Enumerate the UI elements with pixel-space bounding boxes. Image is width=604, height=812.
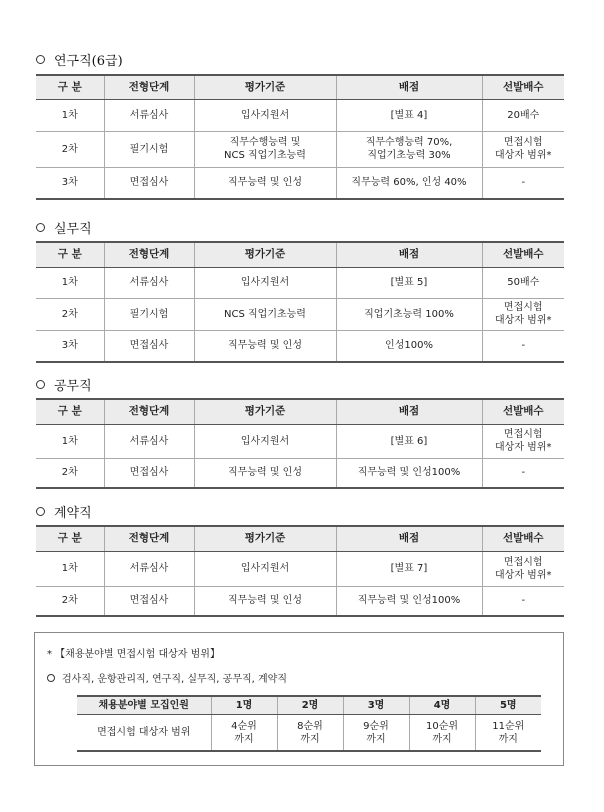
section-title-public bbox=[36, 375, 92, 394]
table-cell: [별표 6] bbox=[336, 424, 482, 458]
selection-table-research bbox=[36, 74, 564, 200]
table-cell: 직무능력 60%, 인성 40% bbox=[336, 167, 482, 199]
circle-bullet-icon bbox=[36, 55, 45, 64]
table-cell: 입사지원서 bbox=[194, 267, 336, 298]
table-cell: - bbox=[482, 458, 564, 488]
header-cell: 배점 bbox=[336, 526, 482, 551]
table-cell: - bbox=[482, 330, 564, 362]
header-cell: 전형단계 bbox=[104, 526, 194, 551]
section-title-text: 연구직(6급) bbox=[54, 54, 123, 69]
table-header-row bbox=[36, 242, 564, 267]
table-row bbox=[36, 298, 564, 330]
table-cell: 면접시험 대상자 범위* bbox=[482, 424, 564, 458]
header-cell: 채용분야별 모집인원 bbox=[77, 696, 211, 715]
table-cell: 8순위 까지 bbox=[277, 715, 343, 752]
table-row bbox=[36, 267, 564, 298]
table-cell: 면접시험 대상자 범위* bbox=[482, 551, 564, 586]
table-cell: 직무능력 및 인성100% bbox=[336, 586, 482, 616]
table-cell: 면접시험 대상자 범위 bbox=[77, 715, 211, 752]
table-row bbox=[36, 551, 564, 586]
table-cell: 직무수행능력 및 NCS 직업기초능력 bbox=[194, 131, 336, 167]
selection-table-contract bbox=[36, 525, 564, 617]
table-cell: 면접심사 bbox=[104, 586, 194, 616]
selection-table-practical bbox=[36, 241, 564, 363]
table-cell: - bbox=[482, 586, 564, 616]
interview-range-table bbox=[77, 695, 541, 752]
table-cell: [별표 7] bbox=[336, 551, 482, 586]
table-cell: 9순위 까지 bbox=[343, 715, 409, 752]
section-title-research bbox=[36, 50, 123, 69]
header-cell: 3명 bbox=[343, 696, 409, 715]
note-subheading-text: 검사직, 운항관리직, 연구직, 실무직, 공무직, 계약직 bbox=[62, 674, 287, 685]
table-cell: - bbox=[482, 167, 564, 199]
note-subheading bbox=[47, 670, 287, 685]
table-cell: 면접심사 bbox=[104, 330, 194, 362]
header-cell: 선발배수 bbox=[482, 75, 564, 99]
section-title-text: 계약직 bbox=[54, 506, 92, 521]
section-title-text: 실무직 bbox=[54, 222, 92, 237]
header-cell: 전형단계 bbox=[104, 242, 194, 267]
header-cell: 선발배수 bbox=[482, 526, 564, 551]
table-cell: 1차 bbox=[36, 551, 104, 586]
table-cell: [별표 4] bbox=[336, 99, 482, 131]
table-cell: 1차 bbox=[36, 424, 104, 458]
table-cell: 서류심사 bbox=[104, 99, 194, 131]
table-cell: 직무능력 및 인성 bbox=[194, 167, 336, 199]
header-cell: 선발배수 bbox=[482, 399, 564, 424]
header-cell: 전형단계 bbox=[104, 399, 194, 424]
table-cell: 3차 bbox=[36, 167, 104, 199]
table-cell: 인성100% bbox=[336, 330, 482, 362]
table-row bbox=[36, 424, 564, 458]
header-cell: 2명 bbox=[277, 696, 343, 715]
circle-bullet-icon bbox=[36, 507, 45, 516]
table-row bbox=[77, 715, 541, 752]
header-cell: 평가기준 bbox=[194, 242, 336, 267]
table-cell: 1차 bbox=[36, 99, 104, 131]
table-cell: 면접시험 대상자 범위* bbox=[482, 131, 564, 167]
table-cell: 서류심사 bbox=[104, 424, 194, 458]
table-cell: 직무능력 및 인성100% bbox=[336, 458, 482, 488]
table-cell: 입사지원서 bbox=[194, 551, 336, 586]
table-cell: 11순위 까지 bbox=[475, 715, 541, 752]
table-cell: 직무능력 및 인성 bbox=[194, 458, 336, 488]
table-cell: 10순위 까지 bbox=[409, 715, 475, 752]
table-cell: 4순위 까지 bbox=[211, 715, 277, 752]
header-cell: 전형단계 bbox=[104, 75, 194, 99]
table-row bbox=[36, 458, 564, 488]
table-cell: 직업기초능력 100% bbox=[336, 298, 482, 330]
table-header-row bbox=[36, 75, 564, 99]
header-cell: 배점 bbox=[336, 75, 482, 99]
table-cell: 면접시험 대상자 범위* bbox=[482, 298, 564, 330]
section-title-text: 공무직 bbox=[54, 379, 92, 394]
circle-bullet-icon bbox=[36, 223, 45, 232]
circle-bullet-icon bbox=[47, 674, 55, 682]
table-row bbox=[36, 99, 564, 131]
table-cell: 서류심사 bbox=[104, 551, 194, 586]
selection-table-public bbox=[36, 398, 564, 489]
header-cell: 선발배수 bbox=[482, 242, 564, 267]
note-heading: * 【채용분야별 면접시험 대상자 범위】 bbox=[47, 649, 220, 660]
table-cell: 50배수 bbox=[482, 267, 564, 298]
table-cell: 2차 bbox=[36, 458, 104, 488]
table-cell: 20배수 bbox=[482, 99, 564, 131]
table-cell: 면접심사 bbox=[104, 167, 194, 199]
header-cell: 4명 bbox=[409, 696, 475, 715]
table-cell: 서류심사 bbox=[104, 267, 194, 298]
header-cell: 배점 bbox=[336, 242, 482, 267]
section-title-contract bbox=[36, 502, 92, 521]
table-cell: 직무능력 및 인성 bbox=[194, 586, 336, 616]
header-cell: 구 분 bbox=[36, 75, 104, 99]
table-row bbox=[36, 167, 564, 199]
table-cell: 1차 bbox=[36, 267, 104, 298]
table-cell: 입사지원서 bbox=[194, 99, 336, 131]
table-header-row bbox=[36, 526, 564, 551]
table-cell: NCS 직업기초능력 bbox=[194, 298, 336, 330]
table-cell: [별표 5] bbox=[336, 267, 482, 298]
table-cell: 입사지원서 bbox=[194, 424, 336, 458]
header-cell: 평가기준 bbox=[194, 526, 336, 551]
table-row bbox=[36, 586, 564, 616]
table-row bbox=[36, 131, 564, 167]
table-cell: 2차 bbox=[36, 131, 104, 167]
header-cell: 구 분 bbox=[36, 526, 104, 551]
table-cell: 2차 bbox=[36, 586, 104, 616]
header-cell: 평가기준 bbox=[194, 399, 336, 424]
circle-bullet-icon bbox=[36, 380, 45, 389]
header-cell: 5명 bbox=[475, 696, 541, 715]
table-cell: 면접심사 bbox=[104, 458, 194, 488]
table-cell: 2차 bbox=[36, 298, 104, 330]
header-cell: 구 분 bbox=[36, 399, 104, 424]
header-cell: 구 분 bbox=[36, 242, 104, 267]
table-cell: 필기시험 bbox=[104, 131, 194, 167]
table-row bbox=[36, 330, 564, 362]
table-header-row bbox=[36, 399, 564, 424]
header-cell: 배점 bbox=[336, 399, 482, 424]
table-cell: 3차 bbox=[36, 330, 104, 362]
header-cell: 평가기준 bbox=[194, 75, 336, 99]
header-cell: 1명 bbox=[211, 696, 277, 715]
section-title-practical bbox=[36, 218, 92, 237]
table-cell: 필기시험 bbox=[104, 298, 194, 330]
table-cell: 직무능력 및 인성 bbox=[194, 330, 336, 362]
table-header-row bbox=[77, 696, 541, 715]
table-cell: 직무수행능력 70%, 직업기초능력 30% bbox=[336, 131, 482, 167]
interview-range-note-box bbox=[34, 632, 564, 766]
